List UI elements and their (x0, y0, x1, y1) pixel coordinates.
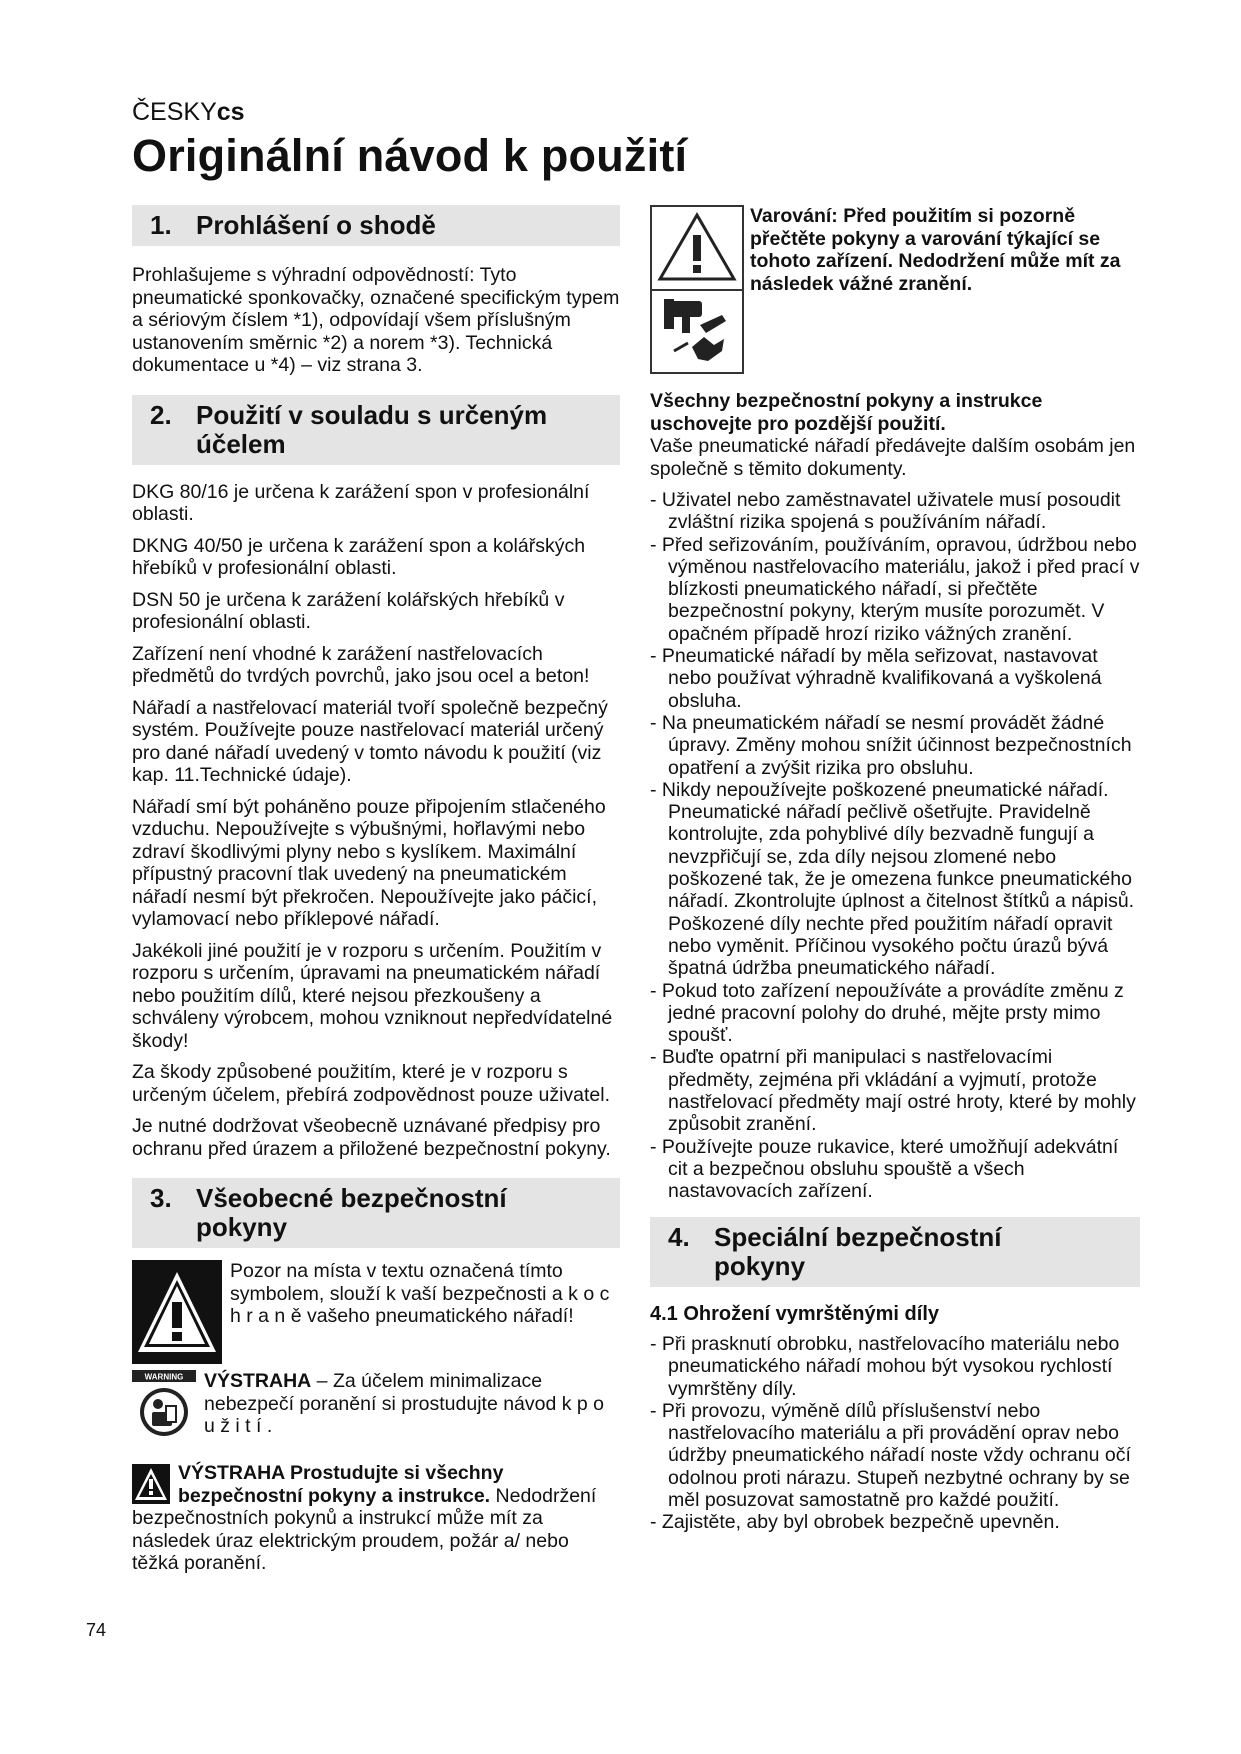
list-item: - Před seřizováním, používáním, opravou, údržbou nebo výměnou nastřelovacího materiálu, jakož i před prací v blízkosti pneumatického nářadí, si přečtěte bezpečnostní pokyny, kterým musíte porozumět. V opačném případě hrozí riziko vážných zranění. (650, 534, 1140, 645)
vystraha-2-bold: VÝSTRAHA Prostudujte si všechny bezpečnostní pokyny a instrukce. (178, 1462, 504, 1507)
vystraha-1-label: VÝSTRAHA (204, 1370, 312, 1392)
warning-pictogram (650, 205, 744, 374)
list-item: - Nikdy nepoužívejte poškozené pneumatické nářadí. Pneumatické nářadí pečlivě ošetřujte. Pravidelně kontrolujte, zda pohyblivé díly bezvadně fungují a nevzpřičují se, zda díly nejsou zlomené nebo poškozené tak, že je omezena funkce pneumatického nářadí. Zkontrolujte úplnost a čitelnost štítků a nápisů. Poškozené díly nechte před použitím nářadí opravit nebo vyměnit. Příčinou vysokého počtu úrazů bývá špatná údržba pneumatického nářadí. (650, 779, 1140, 980)
list-item: - Pneumatické nářadí by měla seřizovat, nastavovat nebo používat výhradně kvalifikovaná a vyškolená obsluha. (650, 645, 1140, 712)
general-safety-list (650, 489, 1140, 1203)
right-column (650, 205, 1140, 1534)
warning-text: Varování: Před použitím si pozorně přečtěte pokyny a varování týkající se tohoto zařízení. Nedodržení může mít za následek vážné zranění. (750, 205, 1121, 295)
paragraph: Nářadí smí být poháněno pouze připojením stlačeného vzduchu. Nepoužívejte s výbušnými, hořlavými nebo zdraví škodlivými plyny nebo s kyslíkem. Maximální přípustný pracovní tlak uvedený na pneumatickém nářadí nesmí být překročen. Nepoužívejte jako páčicí, vylamovací nebo příklepové nářadí. (132, 795, 606, 930)
section-number: 1. (150, 210, 172, 240)
paragraph: Zařízení není vhodné k zarážení nastřelovacích předmětů do tvrdých povrchů, jako jsou ocel a beton! (132, 642, 590, 687)
warning-box (650, 205, 1140, 374)
section-3-heading (132, 1178, 620, 1248)
vystraha-2-text: Nedodržení bezpečnostních pokynů a instrukcí může mít za následek úraz elektrickým proudem, požár a/ nebo těžká poranění. (132, 1484, 597, 1574)
section-number: 3. (150, 1183, 172, 1213)
list-item: - Pokud toto zařízení nepoužíváte a provádíte změnu z jedné pracovní polohy do druhé, mějte prsty mimo spoušť. (650, 980, 1140, 1047)
vystraha-1 (204, 1370, 620, 1438)
warning-triangle-icon (652, 207, 742, 287)
declaration-text: Prohlašujeme s výhradní odpovědností: Tyto pneumatické sponkovačky, označené specifickým typem a sériovým číslem *1), odpovídají všem příslušným ustanovením směrnic *2) a norem *3). Technická dokumentace u *4) – viz strana 3. (132, 264, 620, 376)
intended-use-paragraphs (132, 481, 620, 1161)
warning-triangle-icon (132, 1464, 170, 1504)
list-item: - Buďte opatrní při manipulaci s nastřelovacími předměty, zejména při vkládání a vyjmutí, protože nastřelovací předměty mají ostré hroty, které by mohly způsobit zranění. (650, 1046, 1140, 1135)
language-label (132, 98, 245, 127)
paragraph: DSN 50 je určena k zarážení kolářských hřebíků v profesionální oblasti. (132, 588, 565, 633)
paragraph: Jakékoli jiné použití je v rozporu s určením. Použitím v rozporu s určením, úpravami na pneumatickém nářadí nebo použitím dílů, které nejsou přezkoušeny a schváleny výrobcem, mohou vzniknout nepředvídatelné škody! (132, 939, 613, 1052)
list-item: - Na pneumatickém nářadí se nesmí provádět žádné úpravy. Změny mohou snížit účinnost bezpečnostních opatření a zvýšit rizika pro obsluhu. (650, 712, 1140, 779)
list-item: - Uživatel nebo zaměstnavatel uživatele musí posoudit zvláštní rizika spojená s používáním nářadí. (650, 489, 1140, 534)
section-number: 4. (668, 1221, 690, 1252)
page-number: 74 (86, 1620, 107, 1640)
paragraph: Nářadí a nastřelovací materiál tvoří společně bezpečný systém. Používejte pouze nastřelovací materiál určený pro dané nářadí uvedený v tomto návodu k použití (viz kap. 11.Technické údaje). (132, 696, 608, 786)
subsection-title: 4.1 Ohrožení vymrštěnými díly (650, 1302, 939, 1325)
keep-instructions-text: Vaše pneumatické nářadí předávejte dalším osobám jen společně s těmito dokumenty. (650, 435, 1136, 480)
warning-label-text: WARNING (144, 1372, 184, 1382)
paragraph: DKG 80/16 je určena k zarážení spon v profesionální oblasti. (132, 480, 590, 525)
attention-note (132, 1260, 620, 1364)
left-column (132, 205, 620, 1575)
paragraph: DKNG 40/50 je určena k zarážení spon a kolářských hřebíků v profesionální oblasti. (132, 534, 586, 579)
language-code: cs (216, 98, 245, 126)
vystraha-2 (132, 1462, 620, 1575)
paragraph: Za škody způsobené použitím, které je v rozporu s určeným účelem, přebírá zodpovědnost pouze uživatel. (132, 1061, 611, 1106)
language-name: ČESKY (132, 98, 217, 126)
paragraph: Je nutné dodržovat všeobecně uznávané předpisy pro ochranu před úrazem a přiložené bezpečnostní pokyny. (132, 1115, 611, 1160)
nailer-hand-icon (652, 291, 742, 371)
list-item: - Zajistěte, aby byl obrobek bezpečně upevněn. (650, 1511, 1140, 1533)
ejected-parts-list (650, 1333, 1140, 1534)
read-manual-note (132, 1370, 620, 1438)
section-1-heading (132, 205, 620, 246)
attention-text: Pozor na místa v textu označená tímto symbolem, slouží k vaší bezpečnosti a k o c h r a n ě vašeho pneumatického nářadí! (230, 1260, 610, 1327)
section-2-heading (132, 395, 620, 465)
read-manual-icon (132, 1370, 196, 1438)
keep-instructions-heading: Všechny bezpečnostní pokyny a instrukce uschovejte pro pozdější použití. (650, 390, 1043, 435)
section-title: Speciální bezpečnostní pokyny (714, 1221, 1002, 1281)
list-item: - Při provozu, výměně dílů příslušenství nebo nastřelovacího materiálu a při provádění oprav nebo údržby pneumatického nářadí noste vždy ochranu očí odolnou proti nárazu. Stupeň nezbytné ochrany by se měl posuzovat samostatně pro každé použití. (650, 1400, 1140, 1511)
list-item: - Při prasknutí obrobku, nastřelovacího materiálu nebo pneumatického nářadí mohou být vysokou rychlostí vymrštěny díly. (650, 1333, 1140, 1400)
document-title: Originální návod k použití (132, 130, 688, 181)
section-title: Použití v souladu s určeným účelem (196, 399, 548, 459)
warning-triangle-icon (132, 1260, 222, 1364)
section-title: Všeobecné bezpečnostní pokyny (196, 1183, 507, 1242)
vystraha-1-text: – Za účelem minimalizace nebezpečí poranění si prostudujte návod k p o u ž i t í . (204, 1370, 605, 1437)
section-number: 2. (150, 399, 172, 430)
section-title: Prohlášení o shodě (196, 210, 436, 240)
section-4-heading (650, 1217, 1140, 1287)
list-item: - Používejte pouze rukavice, které umožňují adekvátní cit a bezpečnou obsluhu spouště a všech nastavovacích zařízení. (650, 1136, 1140, 1203)
